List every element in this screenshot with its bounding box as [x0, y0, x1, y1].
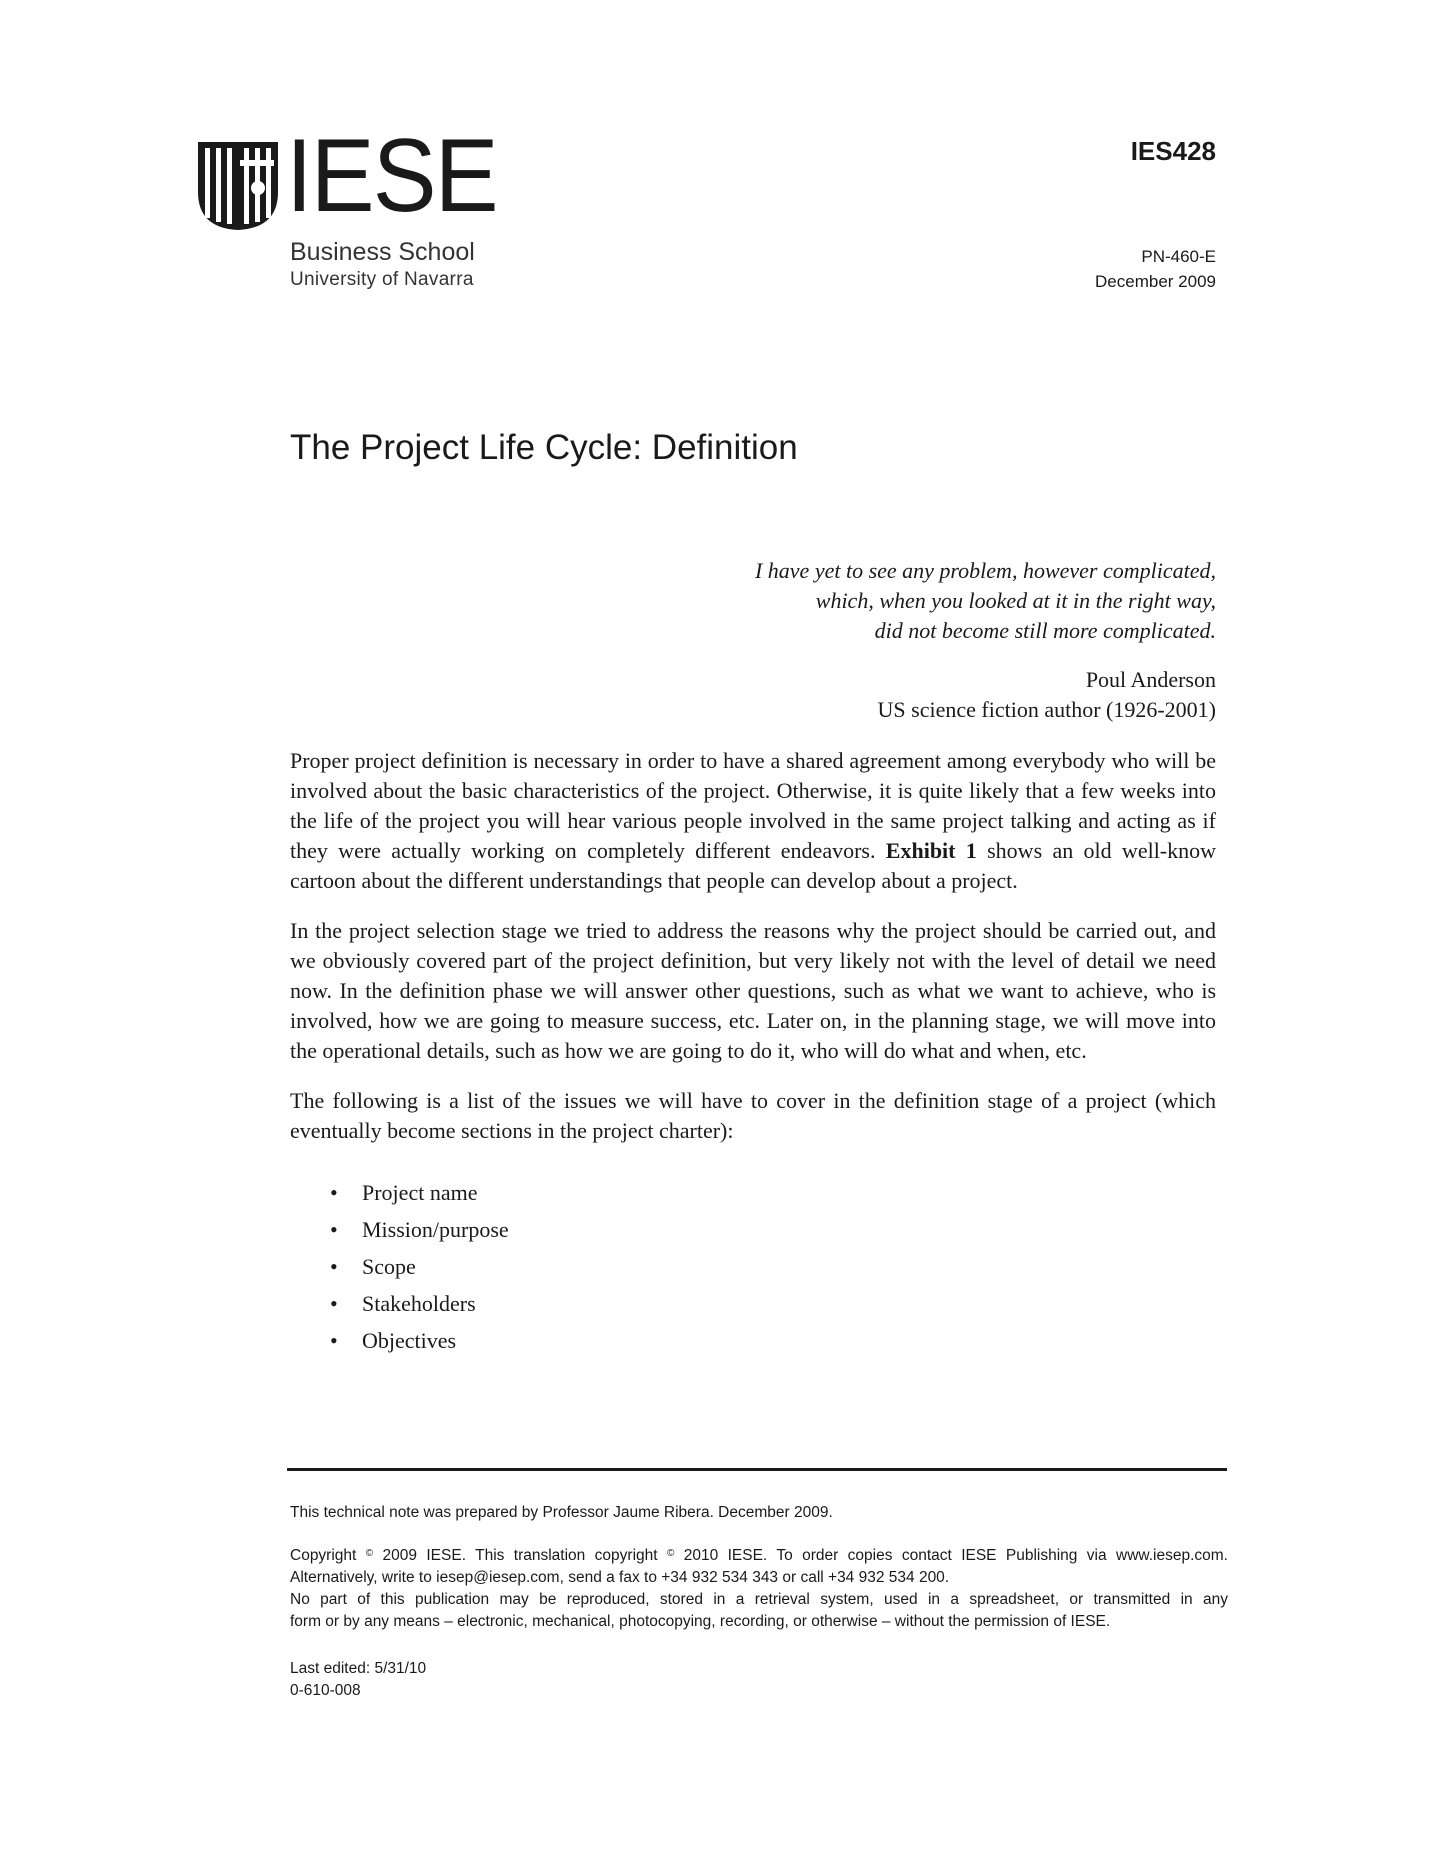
iese-crest-icon — [196, 140, 280, 232]
copyright-symbol: © — [365, 1548, 374, 1559]
logo-business-school: Business School — [290, 238, 475, 266]
paragraph — [290, 746, 1216, 896]
epigraph-line: I have yet to see any problem, however complicated, — [754, 558, 1216, 583]
document-reference — [1095, 244, 1216, 294]
logo-university: University of Navarra — [290, 269, 474, 290]
footer-divider — [287, 1468, 1227, 1471]
document-date: December 2009 — [1095, 272, 1216, 291]
copyright-block — [290, 1545, 1228, 1633]
last-edited: Last edited: 5/31/10 — [290, 1660, 427, 1677]
rights-line: No part of this publication may be reproduced, stored in a retrieval system, used in a spreadsheet, or transmitted in any — [290, 1591, 1228, 1608]
document-catalog-code: 0-610-008 — [290, 1682, 361, 1699]
epigraph-line: which, when you looked at it in the right way, — [815, 588, 1216, 613]
epigraph-author-description: US science fiction author (1926-2001) — [877, 697, 1216, 722]
paragraph-text: shows an old well-know cartoon about the different understandings that people can develop about a project. — [290, 838, 1217, 893]
document-body — [290, 746, 1216, 1359]
copyright-line: Copyright © 2009 IESE. This translation copyright © 2010 IESE. To order copies contact IESE Publishing via www.iesep.com. — [290, 1547, 1228, 1564]
document-code: IES428 — [1130, 136, 1216, 166]
paragraph: The following is a list of the issues we will have to cover in the definition stage of a project (which eventually become sections in the project charter): — [290, 1088, 1216, 1143]
paragraph-text: Proper project definition is necessary in order to have a shared agreement among everybody who will be involved about the basic characteristics of the project. Otherwise, it is quite likely that a few weeks into the life of the project you will hear various people involved in the same project talking and acting as if they were actually working on completely different endeavors. — [290, 748, 1216, 863]
iese-logo — [196, 118, 497, 300]
prepared-by-note: This technical note was prepared by Professor Jaume Ribera. December 2009. — [290, 1504, 833, 1521]
list-item: • Objectives — [330, 1322, 1216, 1359]
list-item: • Project name — [330, 1174, 1216, 1211]
issues-list — [290, 1174, 1216, 1359]
contact-line: Alternatively, write to iesep@iesep.com, send a fax to +34 932 534 343 or call +34 932 534 200. — [290, 1569, 950, 1586]
page-title: The Project Life Cycle: Definition — [290, 428, 798, 467]
edit-info — [290, 1658, 1228, 1702]
epigraph-attribution — [878, 665, 1216, 725]
list-item: • Mission/purpose — [330, 1211, 1216, 1248]
epigraph-line: did not become still more complicated. — [874, 618, 1216, 643]
rights-line: form or by any means – electronic, mechanical, photocopying, recording, or otherwise – without the permission of IESE. — [290, 1613, 1111, 1630]
list-item: • Stakeholders — [330, 1285, 1216, 1322]
document-number: PN-460-E — [1141, 247, 1216, 266]
exhibit-reference: Exhibit 1 — [885, 838, 977, 863]
list-item: • Scope — [330, 1248, 1216, 1285]
epigraph-author: Poul Anderson — [1085, 667, 1216, 692]
copyright-symbol: © — [666, 1548, 675, 1559]
paragraph: In the project selection stage we tried to address the reasons why the project should be carried out, and we obviously covered part of the project definition, but very likely not with the level of detail we need now. In the definition phase we will answer other questions, such as what we want to achieve, who is involved, how we are going to measure success, etc. Later on, in the planning stage, we will move into the operational details, such as how we are going to do it, who will do what and when, etc. — [290, 918, 1216, 1063]
epigraph — [755, 556, 1216, 646]
logo-wordmark: IESE — [286, 118, 497, 234]
